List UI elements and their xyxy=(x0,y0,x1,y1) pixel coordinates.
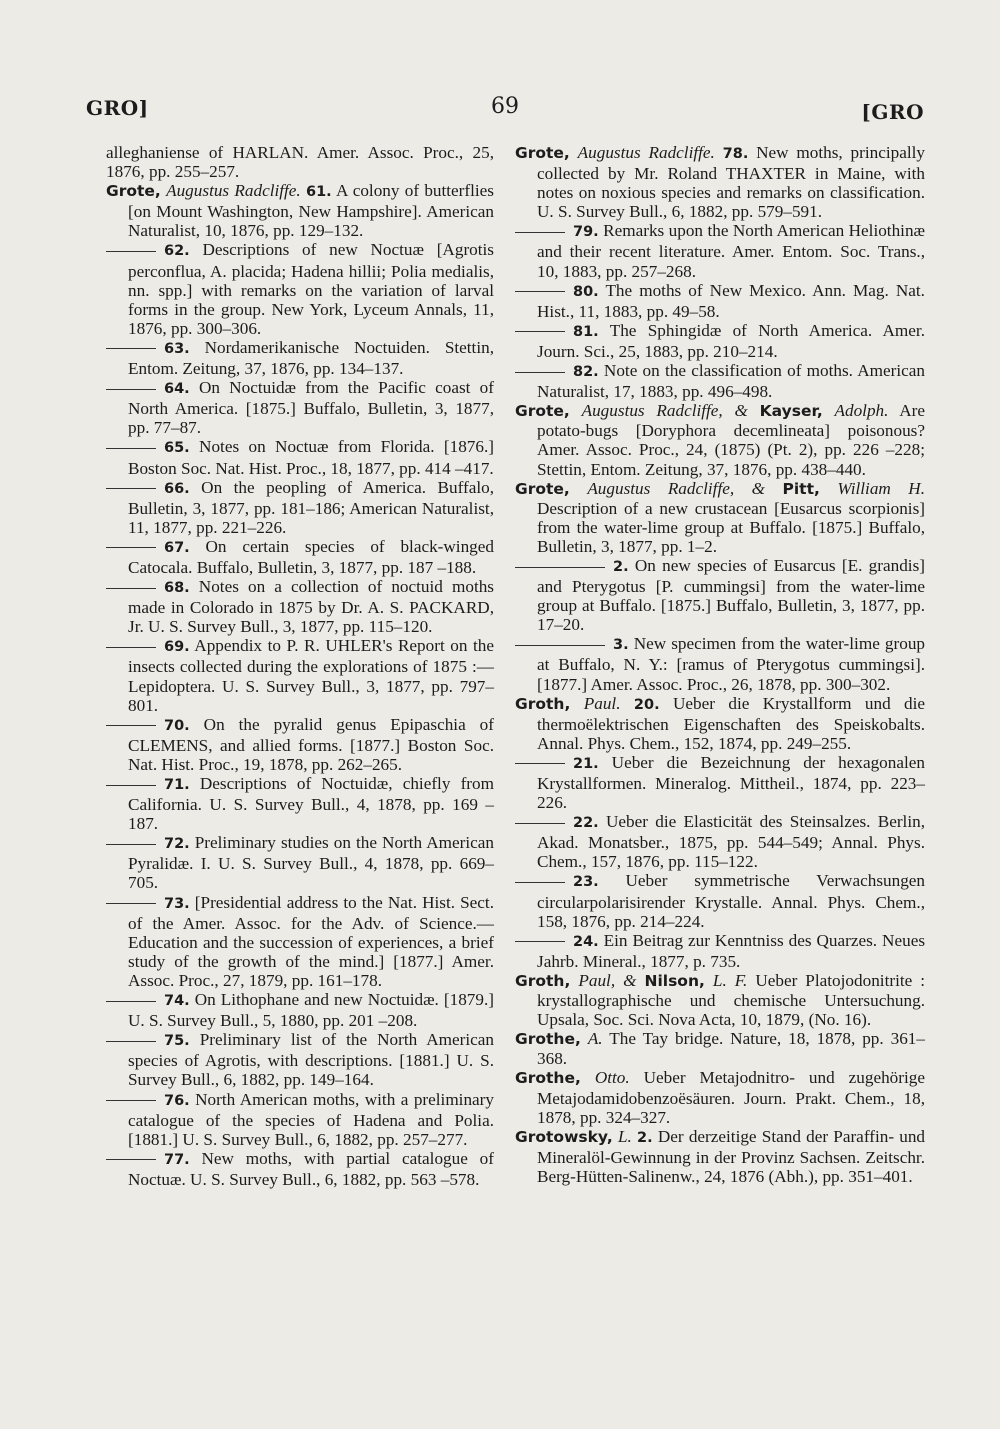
entry-number: 62. xyxy=(164,243,190,260)
entry-text: The moths of New Mexico. Ann. Mag. Nat. Hist., 11, 1883, pp. 49–58. xyxy=(537,280,925,321)
ditto-rule xyxy=(515,763,565,764)
entry-number: 75. xyxy=(164,1033,190,1050)
author-given-name: Augustus Radcliffe. xyxy=(166,181,301,201)
entry-number: 76. xyxy=(164,1092,190,1109)
bib-entry xyxy=(515,401,925,478)
entry-number: 69. xyxy=(164,639,190,656)
bib-entry xyxy=(106,774,494,833)
ditto-rule xyxy=(106,488,156,489)
ditto-rule xyxy=(515,372,565,373)
entry-text: Preliminary studies on the North American Pyralidæ. I. U. S. Survey Bull., 4, 1878, pp. 669–705. xyxy=(128,833,495,893)
right-column xyxy=(515,143,925,1186)
entry-text: New moths, principally collected by Mr. Roland THAXTER in Maine, with notes on noxious species and remarks on classification. U. S. Survey Bull., 6, 1882, pp. 579–591. xyxy=(537,143,925,222)
author-name: Groth, xyxy=(515,694,571,713)
ditto-rule xyxy=(106,1159,156,1160)
ditto-rule xyxy=(106,725,156,726)
entry-number: 2. xyxy=(637,1129,653,1146)
entry-text: On the pyralid genus Epipaschia of CLEMENS, and allied forms. [1877.] Boston Soc. Nat. Hist. Proc., 19, 1878, pp. 262–265. xyxy=(128,714,494,774)
bib-entry xyxy=(515,634,925,693)
entry-text: A colony of butterflies [on Mount Washington, New Hampshire]. American Naturalist, 10, 1876, pp. 129–132. xyxy=(128,181,494,241)
entry-number: 67. xyxy=(164,539,190,556)
bib-entry xyxy=(106,833,494,892)
entry-text: Description of a new crustacean [Eusarcus scorpionis] from the water-lime group at Buffalo. [1875.] Buffalo, Bulletin, 3, 1877, pp. 1–2. xyxy=(537,498,925,556)
bib-entry xyxy=(515,812,925,871)
author-name: Grote, xyxy=(515,144,570,162)
author-given-name: Otto. xyxy=(594,1068,630,1088)
bib-entry xyxy=(106,143,494,181)
entry-text: New moths, with partial catalogue of Noctuæ. U. S. Survey Bull., 6, 1882, pp. 563 –578. xyxy=(128,1148,494,1189)
author-given-name: Paul, & xyxy=(578,970,637,990)
entry-text: Remarks upon the North American Heliothinæ and their recent literature. Amer. Entom. Soc. Trans., 10, 1883, pp. 257–268. xyxy=(537,221,926,281)
entry-text: Ueber Platojodonitrite : krystallographische und chemische Untersuchung. Upsala, Soc. Sci. Nova Acta, 10, 1879, (No. 16). xyxy=(537,970,926,1030)
bib-entry xyxy=(106,437,494,477)
entry-number: 64. xyxy=(164,381,190,398)
entry-text: The Sphingidæ of North America. Amer. Journ. Sci., 25, 1883, pp. 210–214. xyxy=(537,320,925,361)
entry-number: 77. xyxy=(164,1151,190,1168)
coauthor-given-name: Adolph. xyxy=(834,401,889,421)
author-given-name: L. xyxy=(617,1126,632,1146)
ditto-rule xyxy=(515,291,565,292)
ditto-rule xyxy=(106,1041,156,1042)
ditto-rule xyxy=(106,448,156,449)
entry-text: Ueber die Elasticität des Steinsalzes. Berlin, Akad. Monatsber., 1875, pp. 544–549; Annal. Phys. Chem., 157, 1876, pp. 115–122. xyxy=(537,812,926,872)
ditto-rule xyxy=(515,823,565,824)
author-name: Groth, xyxy=(515,971,571,990)
bib-entry xyxy=(106,1149,494,1189)
page-header xyxy=(86,96,924,132)
entry-number: 63. xyxy=(164,340,190,357)
bib-entry xyxy=(515,221,925,280)
entry-number: 79. xyxy=(573,224,599,241)
bib-entry xyxy=(106,181,494,240)
entry-text: Ueber die Krystallform und die thermoëlektrischen Eigenschaften des Speiskobalts. Annal. Phys. Chem., 152, 1874, pp. 249–255. xyxy=(537,693,926,753)
coauthor-given-name: L. F. xyxy=(712,970,748,990)
entry-text: alleghaniense of HARLAN. Amer. Assoc. Proc., 25, 1876, pp. 255–257. xyxy=(106,143,494,182)
entry-number: 72. xyxy=(164,836,190,853)
entry-number: 70. xyxy=(164,717,190,734)
bib-entry xyxy=(515,753,925,812)
bib-entry xyxy=(515,321,925,361)
ditto-rule xyxy=(515,645,605,646)
bib-entry xyxy=(515,1068,925,1126)
entry-number: 65. xyxy=(164,440,190,457)
entry-number: 20. xyxy=(633,696,660,713)
author-name: Grote, xyxy=(515,479,570,498)
entry-number: 61. xyxy=(305,184,332,201)
author-name: Grothe, xyxy=(515,1030,581,1049)
entry-text: Descriptions of Noctuidæ, chiefly from California. U. S. Survey Bull., 4, 1878, pp. 169 –187. xyxy=(128,774,494,834)
entry-text: Note on the classification of moths. American Naturalist, 17, 1883, pp. 496–498. xyxy=(537,361,925,402)
entry-text: The Tay bridge. Nature, 18, 1878, pp. 361–368. xyxy=(537,1029,925,1069)
bib-entry xyxy=(515,1029,925,1068)
bib-entry xyxy=(106,478,494,537)
entry-number: 68. xyxy=(164,580,190,597)
entry-text: [Presidential address to the Nat. Hist. Sect. of the Amer. Assoc. for the Adv. of Science.—Education and the succession of experiences, a brief study of the growth of the mind.] [1877.] Amer. Assoc. Proc., 27, 1879, pp. 161–178. xyxy=(128,892,495,990)
ditto-rule xyxy=(106,1100,156,1101)
ditto-rule xyxy=(106,903,156,904)
entry-number: 24. xyxy=(573,933,599,950)
author-given-name: Augustus Radcliffe, & xyxy=(587,478,765,498)
entry-text: New specimen from the water-lime group at Buffalo, N. Y.: [ramus of Pterygotus cummingsi]. [1877.] Amer. Assoc. Proc., 26, 1878, pp. 300–302. xyxy=(537,634,926,694)
entry-text: Appendix to P. R. UHLER's Report on the insects collected during the explorations of 1875 :—Lepidoptera. U. S. Survey Bull., 3, 1877, pp. 797–801. xyxy=(128,636,494,715)
coauthor-name: Kayser, xyxy=(759,402,823,421)
bib-entry xyxy=(515,143,925,221)
bib-entry xyxy=(106,338,494,378)
entry-text: Ueber die Bezeichnung der hexagonalen Krystallformen. Mineralog. Mittheil., 1874, pp. 223–226. xyxy=(537,752,925,813)
entry-text: Notes on a collection of noctuid moths made in Colorado in 1875 by Dr. A. S. PACKARD, Jr. U. S. Survey Bull., 3, 1877, pp. 115–120. xyxy=(128,577,495,637)
ditto-rule xyxy=(106,647,156,648)
author-name: Grothe, xyxy=(515,1069,581,1088)
running-head-right: [GRO xyxy=(861,100,924,124)
ditto-rule xyxy=(106,389,156,390)
ditto-rule xyxy=(515,941,565,942)
entry-text: Preliminary list of the North American species of Agrotis, with descriptions. [1881.] U. S. Survey Bull., 6, 1882, pp. 149–164. xyxy=(128,1030,495,1090)
ditto-rule xyxy=(515,567,605,568)
entry-text: Nordamerikanische Noctuiden. Stettin, Entom. Zeitung, 37, 1876, pp. 134–137. xyxy=(128,337,494,379)
entry-number: 82. xyxy=(573,364,599,381)
entry-text: Der derzeitige Stand der Paraffin- und Mineralöl-Gewinnung in der Provinz Sachsen. Zeitschr. Berg-Hütten-Salinenw., 24, 1876 (Abh.), pp. 351–401. xyxy=(537,1126,926,1186)
entry-number: 78. xyxy=(722,146,749,162)
bib-entry xyxy=(515,871,925,930)
author-given-name: Augustus Radcliffe. xyxy=(577,143,715,162)
entry-text: On the peopling of America. Buffalo, Bulletin, 3, 1877, pp. 181–186; American Naturalist, 11, 1877, pp. 221–226. xyxy=(128,477,494,537)
author-name: Grote, xyxy=(106,182,161,201)
ditto-rule xyxy=(106,251,156,252)
bib-entry xyxy=(106,715,494,774)
entry-text: Ueber Metajodnitro- und zugehörige Metajodamidobenzoësäuren. Journ. Prakt. Chem., 18, 1878, pp. 324–327. xyxy=(537,1068,925,1127)
entry-text: Are potato-bugs [Doryphora decemlineata] poisonous? Amer. Assoc. Proc., 24, (1875) (Pt. 2), pp. 226 –228; Stettin, Entom. Zeitung, 37, 1876, pp. 438–440. xyxy=(537,401,926,479)
bib-entry xyxy=(515,1127,925,1186)
ditto-rule xyxy=(106,785,156,786)
author-given-name: Augustus Radcliffe, & xyxy=(581,401,748,421)
coauthor-name: Pitt, xyxy=(782,479,820,498)
entry-number: 22. xyxy=(573,815,599,832)
bib-entry xyxy=(515,281,925,321)
ditto-rule xyxy=(106,547,156,548)
ditto-rule xyxy=(106,588,156,589)
entry-number: 66. xyxy=(164,480,190,497)
entry-number: 73. xyxy=(164,895,190,912)
running-head-left: GRO] xyxy=(86,96,149,120)
coauthor-given-name: William H. xyxy=(837,478,926,498)
entry-text: Ein Beitrag zur Kenntniss des Quarzes. Neues Jahrb. Mineral., 1877, p. 735. xyxy=(537,930,926,971)
bib-entry xyxy=(106,1090,494,1149)
left-column xyxy=(106,143,494,1189)
entry-number: 81. xyxy=(573,323,599,340)
entry-text: On Noctuidæ from the Pacific coast of North America. [1875.] Buffalo, Bulletin, 3, 1877, pp. 77–87. xyxy=(128,378,494,438)
entry-number: 71. xyxy=(164,777,190,793)
author-name: Grote, xyxy=(515,402,570,421)
bib-entry xyxy=(515,556,925,634)
bib-entry xyxy=(106,378,494,437)
entry-number: 3. xyxy=(613,637,629,654)
entry-text: North American moths, with a preliminary catalogue of the species of Hadena and Polia. [1881.] U. S. Survey Bull., 6, 1882, pp. 257–277. xyxy=(128,1089,494,1149)
bib-entry xyxy=(106,577,494,636)
page-number: 69 xyxy=(491,94,519,119)
bib-entry xyxy=(106,537,494,577)
entry-text: On new species of Eusarcus [E. grandis] and Pterygotus [P. cummingsi] from the water-lime group at Buffalo. [1875.] Buffalo, Bulletin, 3, 1877, pp. 17–20. xyxy=(537,555,925,635)
entry-number: 80. xyxy=(573,283,599,300)
bib-entry xyxy=(106,636,494,714)
bib-entry xyxy=(515,361,925,401)
bib-entry xyxy=(515,694,925,753)
entry-text: On Lithophane and new Noctuidæ. [1879.] U. S. Survey Bull., 5, 1880, pp. 201 –208. xyxy=(128,990,494,1031)
author-name: Grotowsky, xyxy=(515,1127,613,1146)
entry-text: On certain species of black-winged Catocala. Buffalo, Bulletin, 3, 1877, pp. 187 –188. xyxy=(128,536,494,577)
entry-text: Notes on Noctuæ from Florida. [1876.] Boston Soc. Nat. Hist. Proc., 18, 1877, pp. 414 –417. xyxy=(128,437,495,478)
ditto-rule xyxy=(515,232,565,233)
bib-entry xyxy=(106,893,494,990)
bib-entry xyxy=(515,971,925,1029)
ditto-rule xyxy=(106,844,156,845)
author-given-name: A. xyxy=(587,1029,603,1049)
coauthor-name: Nilson, xyxy=(644,971,705,990)
ditto-rule xyxy=(515,331,565,332)
entry-text: Ueber symmetrische Verwachsungen circularpolarisirender Krystalle. Annal. Phys. Chem., 158, 1876, pp. 214–224. xyxy=(537,871,926,931)
ditto-rule xyxy=(106,1001,156,1002)
ditto-rule xyxy=(106,348,156,349)
entry-number: 23. xyxy=(573,874,599,891)
bib-entry xyxy=(515,479,925,556)
entry-number: 2. xyxy=(613,558,629,575)
ditto-rule xyxy=(515,882,565,883)
bib-entry xyxy=(106,990,494,1030)
bib-entry xyxy=(106,240,494,337)
entry-number: 74. xyxy=(164,993,190,1010)
bib-entry xyxy=(106,1030,494,1089)
entry-text: Descriptions of new Noctuæ [Agrotis perconflua, A. placida; Hadena hillii; Polia medialis, nn. spp.] with remarks on the variation of larval forms in the group. New York, Lyceum Annals, 11, 1876, pp. 300–306. xyxy=(128,240,494,338)
author-given-name: Paul. xyxy=(583,693,621,713)
entry-number: 21. xyxy=(573,755,599,772)
bib-entry xyxy=(515,931,925,971)
